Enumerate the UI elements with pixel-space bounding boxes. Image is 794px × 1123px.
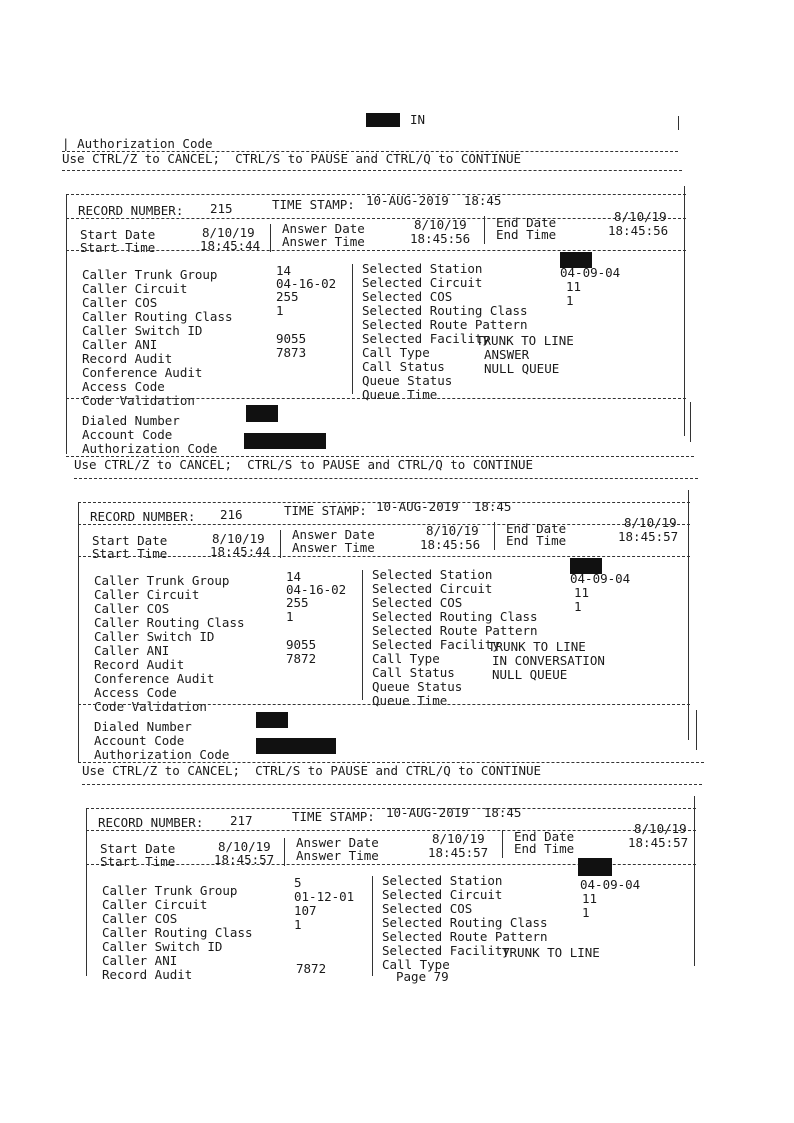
field-label: Caller Routing Class <box>82 309 233 324</box>
divider <box>86 830 696 831</box>
answer-date-label: Answer Date <box>296 835 379 850</box>
field-value: 04-16-02 <box>276 276 337 291</box>
field-label: Caller ANI <box>82 337 158 352</box>
field-label: Selected Route Pattern <box>372 623 538 638</box>
field-value: 1 <box>566 293 574 308</box>
field-value: 1 <box>276 303 284 318</box>
field-value: ANSWER <box>484 347 530 362</box>
field-label: Dialed Number <box>82 413 180 428</box>
field-value: TRUNK TO LINE <box>488 639 586 654</box>
time-stamp-label: TIME STAMP: <box>292 809 375 824</box>
field-label: Caller ANI <box>94 643 170 658</box>
field-value: 04-09-04 <box>580 877 641 892</box>
start-date-label: Start Date <box>80 227 156 242</box>
start-date-label: Start Date <box>92 533 168 548</box>
instruction-line: Use CTRL/Z to CANCEL; CTRL/S to PAUSE and CTRL/Q to CONTINUE <box>62 151 522 166</box>
field-label: Selected Routing Class <box>382 915 548 930</box>
border-line <box>690 402 691 442</box>
border-line <box>694 796 695 966</box>
field-label: Selected Station <box>372 567 493 582</box>
field-value: 11 <box>574 585 590 600</box>
border-line <box>280 530 281 558</box>
field-label: Account Code <box>94 733 185 748</box>
time-stamp-value: 10-AUG-2019 18:45 <box>386 805 522 820</box>
time-stamp-value: 10-AUG-2019 18:45 <box>376 499 512 514</box>
page-number: Page 79 <box>396 969 449 984</box>
field-label: Code Validation <box>94 699 207 714</box>
field-label: Selected Route Pattern <box>382 929 548 944</box>
divider <box>82 784 702 785</box>
field-label: Account Code <box>82 427 173 442</box>
field-label: Caller Trunk Group <box>102 883 238 898</box>
field-label: Selected Facility <box>362 331 490 346</box>
divider <box>66 250 686 251</box>
time-stamp-value: 10-AUG-2019 18:45 <box>366 193 502 208</box>
field-label: Access Code <box>94 685 177 700</box>
start-date-value: 8/10/19 <box>212 531 265 546</box>
redaction-block <box>256 712 288 728</box>
record-number-label: RECORD NUMBER: <box>98 815 204 830</box>
field-label: Call Type <box>372 651 440 666</box>
field-label: Code Validation <box>82 393 195 408</box>
field-label: Authorization Code <box>82 441 218 456</box>
field-value: 7872 <box>286 651 317 666</box>
field-value: 1 <box>286 609 294 624</box>
field-label: Queue Time <box>362 387 438 402</box>
record-number-value: 216 <box>220 507 243 522</box>
record-number-value: 217 <box>230 813 253 828</box>
record-number-label: RECORD NUMBER: <box>78 203 184 218</box>
divider <box>78 524 690 525</box>
border-line <box>678 116 679 130</box>
field-label: Queue Time <box>372 693 448 708</box>
start-time-label: Start Time <box>80 240 156 255</box>
field-label: Call Type <box>362 345 430 360</box>
answer-time-value: 18:45:57 <box>428 845 489 860</box>
field-label: Caller Trunk Group <box>82 267 218 282</box>
field-value: 107 <box>294 903 317 918</box>
field-label: Conference Audit <box>94 671 215 686</box>
field-value: 01-12-01 <box>294 889 355 904</box>
field-value: 04-09-04 <box>560 265 621 280</box>
field-label: Selected COS <box>372 595 463 610</box>
field-value: TRUNK TO LINE <box>476 333 574 348</box>
border-line <box>270 224 271 252</box>
answer-time-value: 18:45:56 <box>410 231 471 246</box>
border-line <box>494 522 495 550</box>
divider <box>74 478 698 479</box>
end-date-label: End Date <box>506 521 567 536</box>
border-line <box>352 264 353 394</box>
border-line <box>78 502 79 762</box>
field-label: Conference Audit <box>82 365 203 380</box>
answer-time-label: Answer Time <box>292 540 375 555</box>
answer-date-value: 8/10/19 <box>432 831 485 846</box>
field-value: IN CONVERSATION <box>492 653 605 668</box>
field-value: 255 <box>286 595 309 610</box>
field-value: TRUNK TO LINE <box>502 945 600 960</box>
field-value: 1 <box>574 599 582 614</box>
end-date-label: End Date <box>496 215 557 230</box>
field-label: Selected Routing Class <box>372 609 538 624</box>
redaction-block <box>256 738 336 754</box>
field-label: Selected Routing Class <box>362 303 528 318</box>
field-label: Caller COS <box>82 295 158 310</box>
field-label: Caller Switch ID <box>82 323 203 338</box>
field-value: NULL QUEUE <box>492 667 568 682</box>
start-date-value: 8/10/19 <box>202 225 255 240</box>
instruction-line: Use CTRL/Z to CANCEL; CTRL/S to PAUSE and CTRL/Q to CONTINUE <box>82 763 542 778</box>
border-line <box>362 570 363 700</box>
border-line <box>484 216 485 244</box>
end-time-value: 18:45:57 <box>628 835 689 850</box>
field-value: NULL QUEUE <box>484 361 560 376</box>
start-date-label: Start Date <box>100 841 176 856</box>
field-value: 11 <box>566 279 582 294</box>
redaction-block <box>578 858 612 876</box>
border-line <box>86 808 87 976</box>
field-label: Call Status <box>362 359 445 374</box>
field-value: 9055 <box>286 637 317 652</box>
field-label: Dialed Number <box>94 719 192 734</box>
end-date-value: 8/10/19 <box>634 821 687 836</box>
field-label: Selected Station <box>382 873 503 888</box>
field-label: Queue Status <box>372 679 463 694</box>
field-label: Caller Circuit <box>82 281 188 296</box>
border-line <box>688 490 689 740</box>
field-label: Call Status <box>372 665 455 680</box>
field-value: 11 <box>582 891 598 906</box>
border-line <box>502 830 503 858</box>
field-label: Selected COS <box>362 289 453 304</box>
field-value: 7873 <box>276 345 307 360</box>
auth-code-label: Authorization Code <box>77 136 213 151</box>
redaction-block <box>366 113 400 127</box>
divider <box>66 398 686 399</box>
answer-date-label: Answer Date <box>292 527 375 542</box>
field-label: Caller Routing Class <box>102 925 253 940</box>
field-label: Caller COS <box>94 601 170 616</box>
time-stamp-label: TIME STAMP: <box>272 197 355 212</box>
instruction-line: Use CTRL/Z to CANCEL; CTRL/S to PAUSE and CTRL/Q to CONTINUE <box>74 457 534 472</box>
field-label: Caller COS <box>102 911 178 926</box>
record-number-value: 215 <box>210 201 233 216</box>
answer-date-value: 8/10/19 <box>426 523 479 538</box>
start-time-label: Start Time <box>92 546 168 561</box>
border-line <box>372 876 373 976</box>
field-label: Caller Switch ID <box>102 939 223 954</box>
field-value: 7872 <box>296 961 327 976</box>
field-label: Selected Circuit <box>362 275 483 290</box>
end-time-value: 18:45:56 <box>608 223 669 238</box>
field-label: Queue Status <box>362 373 453 388</box>
field-label: Record Audit <box>94 657 185 672</box>
divider <box>66 218 686 219</box>
field-value: 1 <box>294 917 302 932</box>
field-value: 14 <box>276 263 292 278</box>
field-label: Selected Route Pattern <box>362 317 528 332</box>
field-label: Authorization Code <box>94 747 230 762</box>
answer-date-value: 8/10/19 <box>414 217 467 232</box>
field-label: Caller Circuit <box>94 587 200 602</box>
field-label: Selected COS <box>382 901 473 916</box>
border-line <box>284 838 285 866</box>
redaction-block <box>244 433 326 449</box>
end-date-label: End Date <box>514 829 575 844</box>
field-value: 04-09-04 <box>570 571 631 586</box>
field-label: Access Code <box>82 379 165 394</box>
field-label: Selected Station <box>362 261 483 276</box>
end-time-label: End Time <box>496 227 557 242</box>
divider <box>78 556 690 557</box>
border-line <box>66 194 67 454</box>
end-time-value: 18:45:57 <box>618 529 679 544</box>
field-label: Call Type <box>382 957 450 972</box>
field-value: 9055 <box>276 331 307 346</box>
answer-time-value: 18:45:56 <box>420 537 481 552</box>
border-line <box>696 710 697 750</box>
redaction-block <box>246 405 278 422</box>
end-date-value: 8/10/19 <box>614 209 667 224</box>
field-value: 5 <box>294 875 302 890</box>
end-time-label: End Time <box>514 841 575 856</box>
header-auth-code-line: | Authorization Code <box>62 136 213 151</box>
answer-time-label: Answer Time <box>282 234 365 249</box>
end-time-label: End Time <box>506 533 567 548</box>
answer-date-label: Answer Date <box>282 221 365 236</box>
header-title-suffix: IN <box>410 112 426 127</box>
record-number-label: RECORD NUMBER: <box>90 509 196 524</box>
field-label: Selected Circuit <box>372 581 493 596</box>
field-value: 1 <box>582 905 590 920</box>
answer-time-label: Answer Time <box>296 848 379 863</box>
field-label: Caller ANI <box>102 953 178 968</box>
field-label: Record Audit <box>82 351 173 366</box>
field-value: 04-16-02 <box>286 582 347 597</box>
divider <box>78 704 690 705</box>
start-time-value: 18:45:44 <box>200 238 261 253</box>
end-date-value: 8/10/19 <box>624 515 677 530</box>
start-time-label: Start Time <box>100 854 176 869</box>
field-value: 255 <box>276 289 299 304</box>
field-label: Selected Facility <box>382 943 510 958</box>
field-label: Caller Circuit <box>102 897 208 912</box>
field-label: Caller Routing Class <box>94 615 245 630</box>
start-date-value: 8/10/19 <box>218 839 271 854</box>
field-label: Selected Circuit <box>382 887 503 902</box>
field-label: Caller Trunk Group <box>94 573 230 588</box>
field-label: Record Audit <box>102 967 193 982</box>
start-time-value: 18:45:57 <box>214 852 275 867</box>
start-time-value: 18:45:44 <box>210 544 271 559</box>
field-value: 14 <box>286 569 302 584</box>
field-label: Selected Facility <box>372 637 500 652</box>
field-label: Caller Switch ID <box>94 629 215 644</box>
time-stamp-label: TIME STAMP: <box>284 503 367 518</box>
divider <box>62 170 682 171</box>
